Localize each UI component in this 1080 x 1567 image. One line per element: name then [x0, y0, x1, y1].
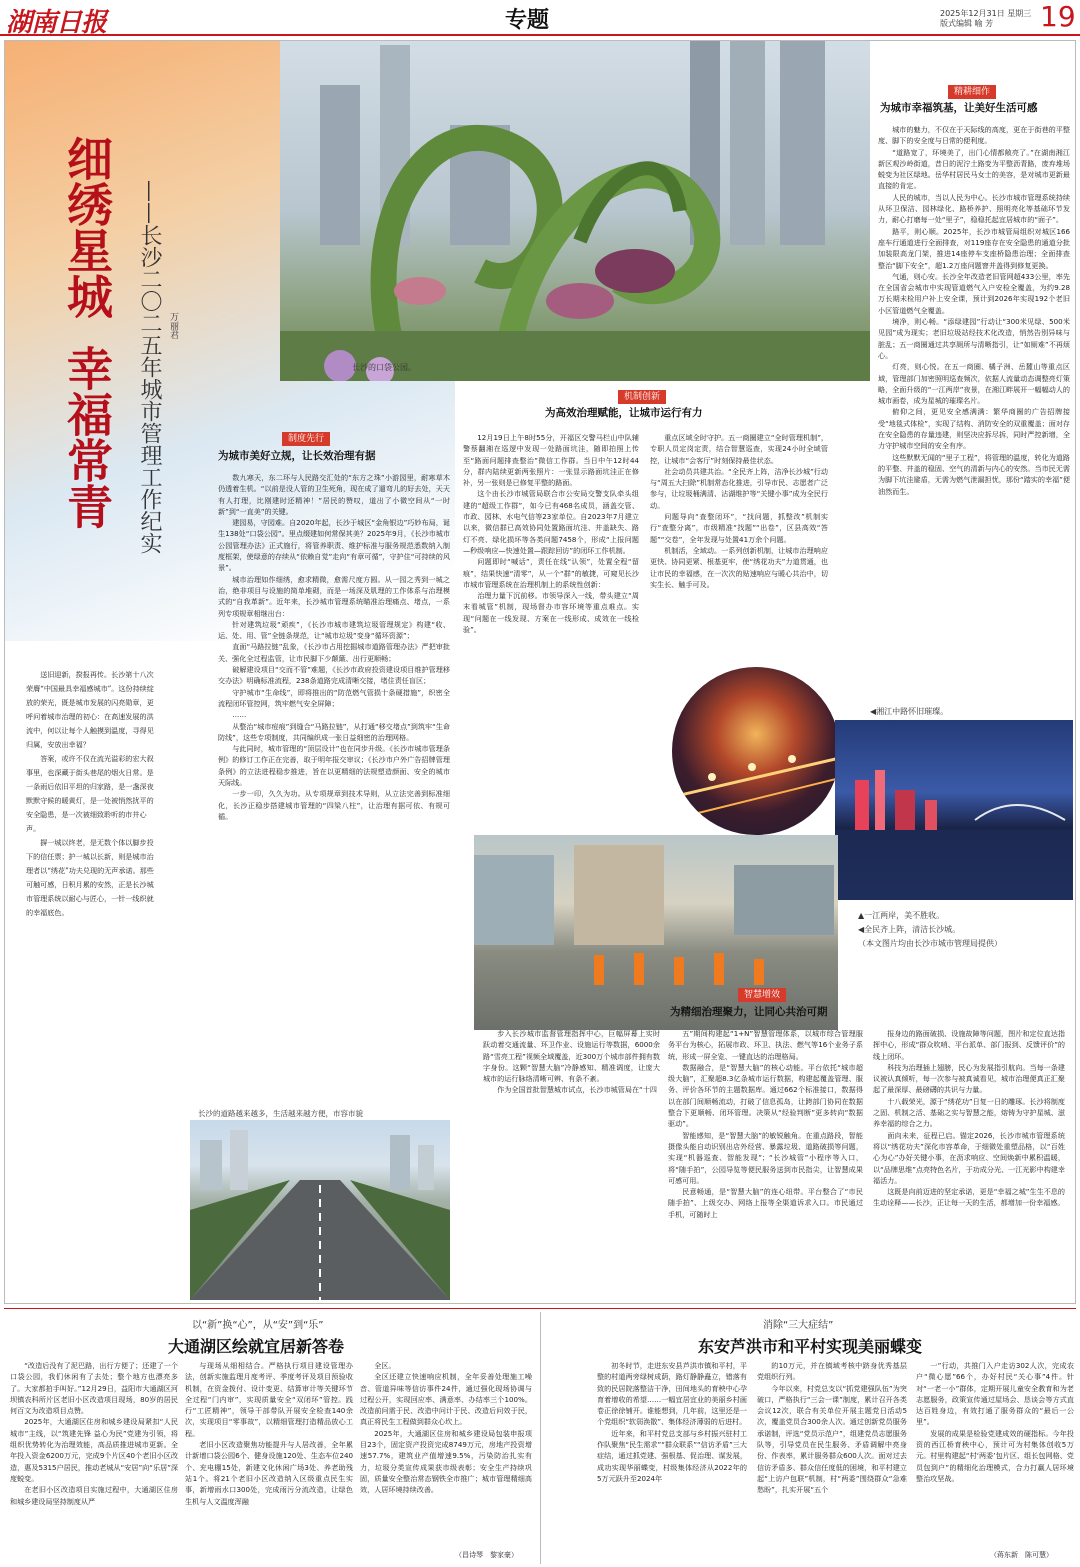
section-body-refine: [878, 124, 1070, 709]
paragraph: 在老旧小区改造项目实施过程中，大通湖区住房和城乡建设局坚持制度从严: [10, 1485, 178, 1506]
bottom-right-kicker: 消除“三大症结”: [763, 1320, 834, 1331]
bottom-left-col3: [360, 1360, 532, 1545]
skyline-icon: [835, 720, 1073, 900]
paragraph: 全区还建立快速响应机制，全年妥善处理施工噪音、管道异味等信访事件24件，通过强化现场协调与过程公开，实现回应率、满意率、办结率三个100%。改造前问需于民、改造中问计于民、改造后问效于民，真正将民生工程做到群众心坎上。: [360, 1372, 532, 1427]
road-photo-caption: 长沙的道路越来越多，生活越来越方便，市容市貌: [198, 1109, 363, 1118]
paragraph: 12月19日上午8时55分，开福区交警马栏山中队辅警蔡翻湘在巡逻中发现一处路面坑洼，随即拍照上传至“路面问题排查整治”微信工作群。当日中午12时44分，群内陆续更新两张照片：一张显示路面坑洼正在修补，另一张则是已修复平整的路面。: [463, 433, 639, 488]
section-body-mechanism-col1: [463, 432, 639, 750]
paragraph: 社会动员共建共治。“全民齐上阵，洁净长沙城”行动与“周五大扫除”机制常态化推进，引导市民、志愿者广泛参与，让垃圾桶满清、沾湖维护等“关键小事”成为全民行动。: [650, 466, 828, 510]
masthead: [0, 0, 1080, 36]
paragraph: 十八载荣光，源于“绣花功”日复一日的雕琢。长沙将制度之固、机制之活、基础之实与智慧之能，熔铸为守护星城、滋养幸福的综合之力。: [873, 1096, 1065, 1129]
paragraph: 治理力量下沉前移。市领导深入一线，带头建立“周末看城管”机制，现场督办市容环境等重点难点。实现“问题在一线发现、方案在一线形成、成效在一线检验”。: [463, 591, 639, 635]
feature-title-line2: 幸福常青: [60, 345, 114, 529]
section-head-refine: 为城市幸福筑基，让美好生活可感: [880, 102, 1038, 114]
section-title: 专题: [505, 7, 550, 33]
section-tag-mechanism: 机制创新: [618, 390, 666, 404]
paragraph: 破解建设项目“交而不管”难题，《长沙市政府投资建设项目维护管理移交办法》明确标准流程，238条道路完成清晰交接，堵住责任盲区；: [218, 665, 450, 686]
dateline: [940, 9, 1031, 29]
pocket-park-photo: [280, 41, 870, 381]
paragraph: 与此同时，城市管理的“顶层设计”也在同步升级。《长沙市城市管理条例》的修订工作正在完善，取于明年报交审议；《长沙市户外广告招牌管理条例》的立法进程稳步推进，旨在以更精细的法规塑造颜面、安全的城市天际线。: [218, 744, 450, 788]
paragraph: 人民的城市，当以人民为中心。长沙市城市管理系统持续从环卫保洁、园林绿化、路桥养护、照明亮化等基础环节发力，耐心打磨每一处“里子”，稳稳托起宜居城市的“面子”。: [878, 192, 1070, 225]
paragraph: 的10万元，并在镇域考核中跻身优秀基层党组织行列。: [757, 1361, 907, 1382]
pocket-park-caption: 长沙的口袋公园。: [352, 363, 416, 372]
section-body-smart-col3: [873, 1028, 1065, 1296]
paragraph: 境净，则心畅。“添绿建园”行动让“300米见绿、500米见园”成为现实；老旧垃圾站经技术化改造，悄然告别异味与脏乱；五一商圈通过共享厕所与清晰指引，让“如厕难”不再烦心。: [878, 317, 1070, 360]
night-street-photo: [670, 665, 842, 837]
bottom-left-kicker: 以“新”换“心”，从“安”到“乐”: [192, 1320, 324, 1331]
paragraph: 守护城市“生命线”，即将推出的“防范燃气管损十条硬措施”，织密全流程闭环管控网，筑牢燃气安全屏障；: [218, 687, 450, 708]
caption-photo-credit: （本文图片均由长沙市城市管理局提供）: [858, 939, 1002, 948]
paragraph: 针对建筑垃圾“顽疾”，《长沙市城市建筑垃圾管理规定》构建“收、运、处、用、管”全链条规范，让“城市垃圾”变身“循环资源”；: [218, 619, 450, 641]
bottom-left-title: 大通湖区绘就宜居新答卷: [168, 1337, 345, 1356]
section-tag-refine: 精耕细作: [948, 85, 996, 99]
paragraph: 作为全国首批智慧城市试点，长沙市城管局在“十四: [497, 1085, 657, 1095]
section-head-mechanism: 为高效治理赋能，让城市运行有力: [545, 407, 703, 419]
paragraph: 城市治理如作细绣，愈求精微，愈需尺度方圆。从一园之秀到一城之治，绝非项目与设施的简单堆砌，而是一场深及肌理的工作体系与治理模式的“自我革新”。近年来，长沙城市管理系统瞄准治理痛点、堵点，一系列专项规章相继出台：: [218, 574, 450, 618]
bottom-left-credit: （昌诗琴 黎家豪）: [455, 1551, 518, 1559]
city-road-photo: [190, 1120, 450, 1300]
bottom-left-col1: [10, 1360, 178, 1560]
section-body-smart-col1: [483, 1028, 660, 1183]
bottom-right-col2: [757, 1360, 907, 1560]
paragraph: 初冬时节，走进东安县芦洪市镇和平村，平整的村道两旁绿树成荫，路灯静静矗立，错落有致的民居院落整洁干净，田间地头的育秧中心孕育着增收的希望……一幅宜居宜业的美丽乡村画卷正徐徐铺开。谁能想到，几年前，这里还是一个党组织“软弱涣散”、集体经济薄弱的后进村。: [597, 1361, 747, 1427]
bottom-divider: [4, 1308, 1076, 1309]
section-tag-smart: 智慧增效: [738, 988, 786, 1002]
river-night-photo: [835, 720, 1073, 900]
paragraph: 智能感知，是“智慧大脑”的敏锐触角。在重点路段，智能摄像头能自动识别出店外经营、暴露垃圾、道路破损等问题，实现“机器巡查、智能发现”；“长沙城管”小程序等入口，将“随手拍”，公园导览等便民服务送到市民指尖，让智慧成果可感可用。: [668, 1130, 863, 1185]
author-byline: 万丽君: [168, 312, 178, 339]
paragraph: 近年来，和平村党总支部与乡村振兴驻村工作队聚焦“民生需求”“群众联系”“信访矛盾”三大症结，通过抓党建、强根基、促治理、谋发展，成功实现华丽蝶变，村级集体经济从2022年的5万元跃升至2024年: [597, 1428, 747, 1483]
paragraph: 问题导向“查整闭环”，“找问题，抓整改”机制实行“查整分离”，市级精准“找题”“出卷”，区县高效“答题”“交卷”，全年发现与处置41万余个问题。: [650, 512, 828, 544]
paragraph: 报身边的路面破损、设施故障等问题，图片和定位直达指挥中心，形成“群众吹哨、平台派单、部门报到、反馈评价”的线上闭环。: [873, 1029, 1065, 1061]
paragraph: 一步一印，久久为功。从专项规章到技术导则，从立法完善到标准细化，长沙正稳步搭建城市管理的“四梁八柱”，让治理有据可依、有规可循。: [218, 789, 450, 821]
caption-river-view: ▲一江两岸，美不胜收。: [858, 911, 945, 920]
bottom-right-title: 东安芦洪市和平村实现美丽蝶变: [698, 1337, 923, 1356]
paragraph: 灯亮，则心悦。在五一商圈、橘子洲、岳麓山等重点区域，管理部门加密照明巡查频次，依据人流量动态调整亮灯策略，全面升级的“一江两岸”夜景，在湘江畔展开一幅幅动人的城市画卷，成为星城的璀璨名片。: [878, 362, 1070, 406]
paragraph: 五”期间构建起“1+N”智慧管理体系，以城市综合管理服务平台为核心，拓展市政、环卫、执法、燃气等16个业务子系统，形成一屏全览、一键直达的治理格局。: [668, 1029, 863, 1061]
street-lights-icon: [672, 667, 842, 837]
road-icon: [190, 1120, 450, 1300]
issue-date: 2025年12月31日 星期三: [940, 9, 1032, 18]
intro-paragraph: 答案，或许不仅在流光溢彩的宏大叙事里，也深藏于街头巷尾的烟火日常。是一条雨后依旧平坦的归家路，是一盏深夜默默守候的暖黄灯，是一处被悄然扰平的安全隐患，是一次被细致聆听的市井心声。: [26, 754, 154, 833]
caption-river-road: ◀湘江中路怀旧璀璨。: [870, 707, 949, 716]
section-head-institution: 为城市美好立规，让长效治理有据: [218, 450, 376, 462]
section-head-smart: 为精细治理聚力，让同心共治可期: [670, 1006, 828, 1018]
paragraph: 今年以来，村党总支以“抓党建强队伍”为突破口，严格执行“三会一课”制度，累计召开各类会议12次，联合有关单位开展主题党日活动5次，覆盖党员合300余人次。通过创新党员服务承诺制，评选“党员示范户”，组建党员志愿服务队等，引导党员在民生服务、矛盾调解中亮身份、作表率，累计服务群众600人次。面对过去信访矛盾多、群众信任度低的困境，和平村建立起“上访户包联”机制，村“两委”围绕群众“急难愁盼”，扎实开展“五个: [757, 1383, 907, 1495]
paragraph: 面向未来，征程已启。锚定2026，长沙市城市管理系统将以“绣花功夫”深化市容革命，于细微处重塑品格，以“百姓心为心”办好关键小事，在沥求响应、空间焕新中累积温暖，以“品牌思维”点亮特色名片，于功成分光、一江光影中构建幸福活力。: [873, 1130, 1065, 1185]
paragraph: 建园易，守园难。自2020年起，长沙于城区“金角银边”巧妙布局，诞生138处“口袋公园”。里点缀建如何常保其美？2025年9月，《长沙市城市公园管理办法》正式施行，将管养职责、维护标准与服务规范悉数纳入制度框架，使绿意的存续从“依赖自觉”走向“有章可循”，守护住“可持续的风景”。: [218, 518, 450, 573]
feature-title-line1: 细绣星城: [60, 135, 114, 319]
paragraph: 民意畅通，是“智慧大脑”的连心纽带。平台整合了“市民随手拍”、上级交办、网络上报等全渠道诉求入口。市民通过手机，可随时上: [668, 1187, 863, 1219]
paragraph: 从整治“城市痘痕”到缝合“马路拉链”，从打通“移交堵点”到筑牢“生命防线”，这些专项制度，共同编织成一张日益细密的治理网格。: [218, 721, 450, 742]
caption-cleaning: ◀全民齐上阵，清洁长沙城。: [858, 925, 961, 934]
newspaper-logo: 湖南日报: [6, 8, 107, 38]
feature-subtitle: ——长沙二〇二五年城市管理工作纪实: [137, 180, 162, 554]
intro-paragraph: 摒一城以终老，是无数个体以脚步投下的信任票；护一城以长新，则是城市治理者以“绣花”功夫兑现的无声承诺。那些可触可感，日积月累的安然，正是长沙城市管理系统以耐心与匠心，一针一线织就的幸福底色。: [26, 838, 154, 917]
paragraph: 这个由长沙市城管局联合市公安局交警支队牵头组建的“超级工作群”，如今已有468名成员，涵盖交管、市政、园林、水电气信等23家单位。自2023年7月建立以来，微信群已高效协同处置路面坑洼、井盖缺失、路灯不亮、绿化损坏等各类问题7458个，形成“上报问题—秒级响应—快速处置—跟踪回访”的闭环工作机制。: [463, 489, 639, 555]
section-tag-institution: 制度先行: [282, 432, 330, 446]
paragraph: “道路宽了，环境美了，出门心情都敞亮了。”在湖南湘江新区观沙岭街道，昔日的泥泞土路变为平整沥青路，废弃堆场蜕变为社区绿地。岳华村居民马女士的美容，是对城市更新最直接的肯定。: [878, 147, 1070, 191]
paragraph: 数九寒天，东二环与人民路交汇处的“东方之珠”小游园里，耐寒草木仍透着生机。“以前是没人管的卫生死角，现在成了遛弯儿的好去处，天天有人打理，比刚建时还精神！”居民的赞叹，道出了小微空间从“一时新”到“一直美”的关键。: [218, 473, 450, 516]
paragraph: 路平，则心顺。2025年，长沙市城管局组织对城区166座车行通道进行全面排查，对119座存在安全隐患的通道分批加装限高龙门架，推进14座停车支座桥隐患治理；全面排查整治“脚下安全”，超1.2万座问题窨井盖得到修复更换。: [878, 226, 1070, 270]
paragraph: 发展的成果是检验党建成效的硬指标。今年投资的西江桥育秧中心，预计可为村集体创收5万元。村里构建起“村‘两委’包片区、组长包网格、党员包到户”的精细化治理模式，合力打赢人居环境整治攻坚战。: [916, 1428, 1074, 1483]
paragraph: 直面“马路拉链”乱象，《长沙市占用挖掘城市道路管理办法》严把审批关、强化全过程监管，让市民脚下少颠簸、出行更顺畅；: [218, 642, 450, 663]
paragraph: 这既是向前迈进的坚定承诺，更是“幸福之城”生生不息的生动诠释——长沙，正让每一天的生活，都增加一份幸福感。: [873, 1187, 1065, 1208]
topiary-sculpture-icon: [280, 41, 870, 381]
section-body-smart-col2: [668, 1028, 863, 1296]
paragraph: 气通，则心安。长沙全年改造老旧管网超433公里，率先在全国省会城市中实现管道燃气入户安检全覆盖，为约9.28万长期未检用户补上安全课，预计到2026年实现192个老旧小区管道燃气全覆盖。: [878, 271, 1070, 315]
feature-title: [62, 135, 112, 529]
editor-credit: 版式编辑 喻 芳: [940, 19, 994, 28]
section-body-mechanism-col2: [650, 432, 828, 667]
paragraph: 机制活，全域动。一系列创新机制，让城市治理响应更快、协同更紧、根基更牢，使“绣花功夫”力道贯通，也让市民的幸福感，在一次次的贴速响应与暖心共治中，切实生长、触手可及。: [650, 545, 828, 589]
section-body-institution: [218, 472, 450, 1047]
paragraph: 这些默默无闻的“里子工程”，将管理的温度，转化为道路的平整、井盖的稳固、空气的清新与内心的安然。当市民无需为脚下坑洼避盾，无需为燃气泄漏担忧，那份“踏实的幸福”便油然而生。: [878, 452, 1070, 496]
paragraph: 一”行动，共推门入户走访302人次，完成农户“微心愿”66个，办好村民“关心事”4件。针对“一老一小”群体，定期开展儿童安全教育和为老志愿服务，政策宣传通过屋场会、恳谈会等方式直达百姓身边，有效打通了服务群众的“最后一公里”。: [916, 1361, 1074, 1427]
paragraph: 老旧小区改造聚焦功能提升与人居改善，全年累计新增口袋公园6个、健身设施120处、生态车位240个、充电棚15处，新建文化休闲广场3处、养老助残站1个。将21个老旧小区改造纳入区级重点民生实事，新增雨水口300处，完成雨污分流改造，让绿色生机与人文温度浑融: [185, 1440, 353, 1506]
paragraph: 重点区域全时守护。五一商圈建立“全时管理机制”，专职人员定岗定责，结合智慧巡查，实现24小时全域管控，让城市“会客厅”时刻保持最佳状态。: [650, 433, 828, 465]
paragraph: 步入长沙城市监督管理指挥中心，巨幅屏幕上实时跃动着交通流量、环卫作业、设施运行等数据，6000余路“雪亮工程”视频全域覆盖，近300万个城市部件拥有数字身份。这颗“智慧大脑”冷静感知、精准调度，让庞大城市的运行脉络清晰可辨、有条不紊。: [483, 1029, 660, 1084]
paragraph: 数据融合，是“智慧大脑”的核心动能。平台依托“城市超级大脑”，汇聚超8.3亿条城市运行数据，构建起覆盖管理、服务、评价各环节的主题数据库。通过662个标准接口，数据得以在部门间顺畅流动，打破了信息孤岛，让跨部门协同在数据整合下更顺畅、闭环管理。决策从“经验判断”更多转向“数据驱动”。: [668, 1062, 863, 1129]
paragraph: 城市的魅力，不仅在于天际线的高度，更在于街巷的平整度、脚下的安全度与日常的便利度。: [878, 125, 1070, 146]
intro-text: [26, 668, 156, 1078]
bottom-right-credit: （蒋东新 陈可慧）: [990, 1551, 1053, 1559]
paragraph: 与现场从细相结合。严格执行项目建设管理办法，创新实施监理月度考评、季度考评及项目预验收机制，在资金拨付、设计变更、结算审计等关键环节全过程“门内审”，实现质量安全“双闭环”管控。践行“工匠精神”，领导干部带队开展安全检查140余次，实现项目“零事故”，以精细管理打造精品放心工程。: [185, 1361, 353, 1438]
paragraph: 2025年，大通湖区住房和城乡建设局包装申报项目23个，固定资产投资完成8749万元，房地产投资增速57.7%，建筑业产值增速9.5%，污染防治扎实有力，垃圾分类宣传成果获市级表彰；安全生产持续巩固，质量安全整治常态钢铁全市推广；城市管理精细高效，人居环境持续改善。: [360, 1428, 532, 1495]
page-number: 19: [1040, 0, 1076, 33]
paragraph: 2025年，大通湖区住房和城乡建设局紧扣“人民城市”主线，以“筑建先锋 益心为民”党建为引领，将组织优势转化为治理效能，高品质推进城市更新。全年投入资金6200万元，完成9个片区40个老旧小区改造，惠及5315户居民，推动老城从“安居”向“乐居”深度蜕变。: [10, 1417, 178, 1483]
paragraph: 科技为治理插上翅膀，民心为发展指引航向。当每一条建议被认真倾听，每一次参与被真诚看见，城市治理便真正汇聚起了最深厚、最磅礴的共识与力量。: [873, 1062, 1065, 1095]
paragraph: “改造后没有了泥巴路，出行方便了；还建了一个口袋公园，我们休闲有了去处；整个地方也漂亮多了。大家都拍手叫好。”12月29日，益阳市大通湖区河坝镇农科所片区老旧小区改造项目现场，80岁的居民何百文为改造项目点赞。: [10, 1361, 178, 1416]
intro-paragraph: 送旧迎新，揆报再传。长沙第十八次荣膺“中国最具幸福感城市”。这份持续绽放的荣光，既是城市发展的闪亮勋章，更呼问着城市治理的初心：在高速发展的洪流中，何以让每个人触摸到温度，寻得见归属，安放出幸福？: [26, 670, 154, 749]
paragraph: ……: [232, 710, 247, 720]
bottom-left-col2: [185, 1360, 353, 1560]
paragraph: 问题即时“喊话”，责任在线“认领”，处置全程“留痕”，结果快速“清零”，从一个“群”的敏捷，可窥见长沙市城市管理系统在治理机制上的系统性创新：: [463, 557, 639, 589]
paragraph: 全区。: [374, 1361, 396, 1370]
bottom-right-col1: [597, 1360, 747, 1560]
column-divider: [540, 1312, 541, 1564]
bottom-right-col3: [916, 1360, 1074, 1545]
paragraph: 俯仰之间，更见安全感满满：繁华商圈的广告招牌接受“地毯式体检”，实现了结构、消防安全的双重覆盖；面对存在安全隐患的存量违建，则坚决应拆尽拆，同时严控新增，全力守护城市空间的安全有序。: [878, 407, 1070, 451]
